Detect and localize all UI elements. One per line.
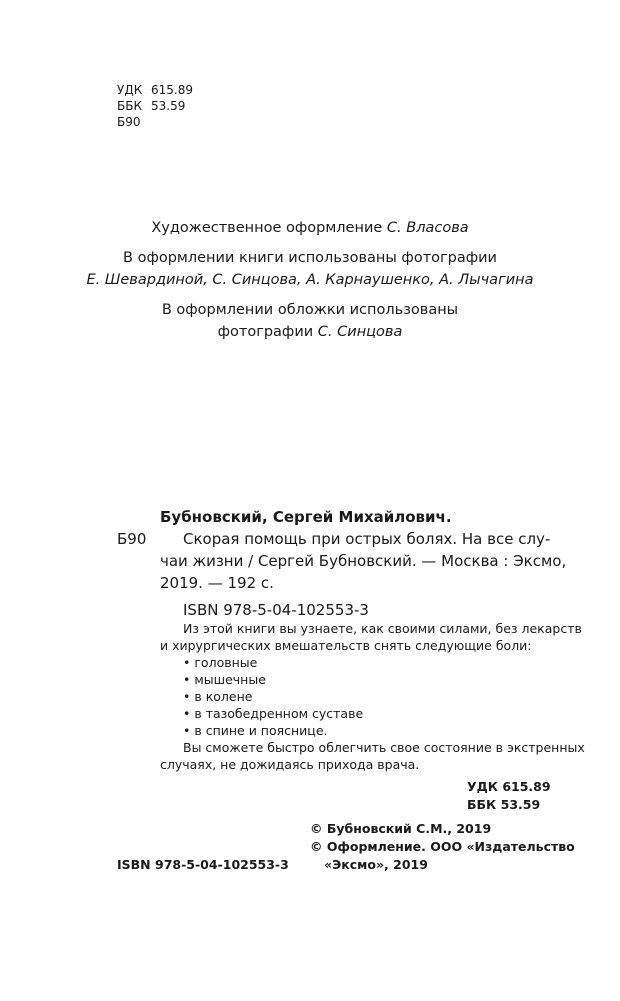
- udk-label: УДК: [117, 83, 143, 97]
- bib-line1: Скорая помощь при острых болях. На все слу-: [183, 530, 551, 548]
- bib-mark: Б90: [117, 530, 147, 548]
- top-classification: [117, 82, 193, 130]
- cover-line1: В оформлении обложки использованы: [161, 302, 459, 318]
- bbk-value: 53.59: [151, 99, 186, 113]
- cover-credit: [0, 321, 620, 343]
- udk-line: [117, 82, 193, 98]
- copyright-author: © Бубновский С.М., 2019: [310, 821, 492, 836]
- bbk-line: [117, 98, 193, 114]
- design-name: С. Власова: [386, 220, 469, 236]
- list-item: • мышечные: [183, 671, 585, 688]
- bottom-bbk: ББК 53.59: [467, 797, 541, 812]
- copyright-block: [310, 820, 575, 874]
- bottom-classification: [467, 778, 551, 814]
- list-item: • в колене: [183, 688, 585, 705]
- design-prefix: Художественное оформление: [151, 220, 383, 236]
- list-item: • в спине и пояснице.: [183, 722, 585, 739]
- credits-block: [0, 217, 620, 343]
- author-mark: Б90: [117, 115, 141, 129]
- bib-line2: чаи жизни / Сергей Бубновский. — Москва : Эксмо,: [160, 552, 567, 570]
- annotation-outro2: случаях, не дожидаясь прихода врача.: [160, 757, 420, 772]
- annotation-intro2: и хирургических вмешательств снять следующие боли:: [160, 638, 532, 653]
- annotation: [160, 620, 585, 773]
- annotation-outro1: Вы сможете быстро облегчить свое состояние в экстренных: [183, 740, 585, 755]
- copyright-design-1: © Оформление. ООО «Издательство: [310, 839, 575, 854]
- bib-author: Бубновский, Сергей Михайлович.: [160, 508, 452, 526]
- bbk-label: ББК: [117, 99, 142, 113]
- list-item: • головные: [183, 654, 585, 671]
- footer-isbn: ISBN 978-5-04-102553-3: [117, 857, 289, 872]
- design-credit: [0, 217, 620, 239]
- cover-prefix: фотографии: [217, 324, 314, 340]
- pain-list: [160, 654, 585, 739]
- cover-name: С. Синцова: [317, 324, 403, 340]
- bib-isbn: ISBN 978-5-04-102553-3: [183, 601, 369, 619]
- annotation-intro1: Из этой книги вы узнаете, как своими силами, без лекарств: [183, 621, 582, 636]
- udk-value: 615.89: [151, 83, 193, 97]
- bib-line3: 2019. — 192 с.: [160, 574, 274, 592]
- photos-prefix: В оформлении книги использованы фотографии: [123, 250, 497, 266]
- photos-names: Е. Шевардиной, С. Синцова, А. Карнаушенко, А. Лычагина: [86, 272, 534, 288]
- list-item: • в тазобедренном суставе: [183, 705, 585, 722]
- copyright-design-2: «Эксмо», 2019: [324, 857, 428, 872]
- bottom-udk: УДК 615.89: [467, 779, 551, 794]
